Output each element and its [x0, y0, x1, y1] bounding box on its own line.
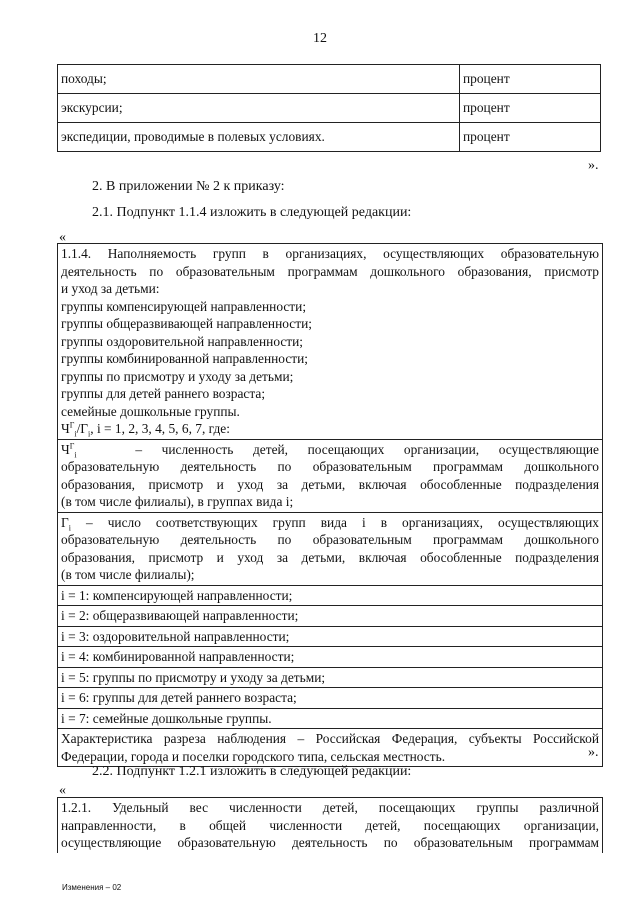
text-line: Характеристика разреза наблюдения – Российская Федерация, субъекты Российской [61, 731, 599, 746]
text-line: образовательную деятельность по образовательным программам дошкольного [61, 532, 599, 547]
table-row [58, 585, 603, 606]
text-line: и уход за детьми: [61, 281, 160, 296]
section-heading: 2. В приложении № 2 к приказу: [92, 179, 285, 194]
i-row: i = 4: комбинированной направленности; [58, 647, 603, 668]
table-row [58, 65, 601, 94]
table-row [58, 512, 603, 585]
formula-line: $Ч^Г_i/Г_i$, i = 1, 2, 3, 4, 5, 6, 7, где: [61, 420, 230, 439]
table-row [58, 123, 601, 152]
page-number: 12 [313, 31, 327, 46]
i-row: i = 5: группы по присмотру и уходу за детьми; [58, 667, 603, 688]
text-line: $Ч^Г_i$ – численность детей, посещающих организации, осуществляющие [61, 441, 599, 460]
text-line: деятельность по образовательным программам дошкольного образования, присмотр [61, 263, 599, 279]
closing-quote: ». [588, 745, 599, 760]
definition-text: – число соответствующих групп вида i в организациях, осуществляющих [86, 514, 599, 530]
table-cell-unit: процент [460, 123, 601, 152]
text-line: 1.2.1. Удельный вес численности детей, посещающих группы различной [61, 800, 599, 815]
text-line: (в том числе филиалы), в группах вида i; [61, 494, 294, 509]
text-line: группы оздоровительной направленности; [61, 333, 304, 349]
table-cell-label: экспедиции, проводимые в полевых условиях. [58, 123, 460, 152]
text-line: образования, присмотр и уход за детьми, включая обособленные подразделения [61, 549, 599, 565]
closing-quote: ». [588, 158, 599, 173]
text-line: 1.1.4. Наполняемость групп в организациях, осуществляющих образовательную [61, 246, 599, 261]
i-row: i = 1: компенсирующей направленности; [58, 585, 603, 606]
opening-quote: « [59, 783, 66, 798]
text-line: (в том числе филиалы); [61, 567, 195, 582]
table-row [58, 626, 603, 647]
table-cell-definition [58, 439, 603, 512]
i-row: i = 7: семейные дошкольные группы. [58, 708, 603, 729]
text-line: группы по присмотру и уходу за детьми; [61, 368, 294, 384]
text-line: Федерации, города и поселки городского типа, сельская местность. [61, 748, 446, 764]
i-row: i = 6: группы для детей раннего возраста; [58, 688, 603, 709]
table-cell-characteristic [58, 729, 603, 767]
opening-quote: « [59, 230, 66, 245]
indicator-unit-table [57, 64, 601, 152]
table-cell-label: походы; [58, 65, 460, 94]
table-row [58, 606, 603, 627]
table-row [58, 647, 603, 668]
table-cell-definition [58, 512, 603, 585]
formula-text: , i = 1, 2, 3, 4, 5, 6, 7, где: [90, 421, 230, 436]
text-line: группы общеразвивающей направленности; [61, 316, 312, 331]
definition-text: – численность детей, посещающих организации, осуществляющие [135, 441, 599, 457]
table-row [58, 244, 603, 440]
text-line: группы комбинированной направленности; [61, 351, 309, 366]
subsection-2-2: 2.2. Подпункт 1.2.1 изложить в следующей редакции: [92, 764, 412, 779]
table-row [58, 94, 601, 123]
table-cell-text [58, 798, 603, 853]
i-row: i = 3: оздоровительной направленности; [58, 626, 603, 647]
text-line: $Г_i$ – число соответствующих групп вида i в организациях, осуществляющих [61, 514, 599, 533]
subpoint-1-2-1-table [57, 797, 603, 853]
text-line: группы компенсирующей направленности; [61, 298, 307, 314]
text-line: осуществляющие образовательную деятельность по образовательным программам [61, 835, 599, 850]
text-line: семейные дошкольные группы. [61, 403, 240, 419]
table-cell-unit: процент [460, 65, 601, 94]
subsection-2-1: 2.1. Подпункт 1.1.4 изложить в следующей редакции: [92, 205, 412, 220]
table-cell-label: экскурсии; [58, 94, 460, 123]
table-row [58, 439, 603, 512]
table-cell-text [58, 244, 603, 440]
text-line: направленности, в общей численности детей, посещающих организации, [61, 817, 599, 833]
table-row [58, 667, 603, 688]
table-row [58, 729, 603, 767]
subpoint-1-1-4-table [57, 243, 603, 767]
table-row [58, 798, 603, 853]
table-row [58, 688, 603, 709]
text-line: группы для детей раннего возраста; [61, 386, 266, 401]
table-row [58, 708, 603, 729]
i-row: i = 2: общеразвивающей направленности; [58, 606, 603, 627]
footer-note: Изменения – 02 [62, 883, 122, 892]
text-line: образовательную деятельность по образовательным программам дошкольного [61, 459, 599, 474]
text-line: образования, присмотр и уход за детьми, включая обособленные подразделения [61, 476, 599, 492]
table-cell-unit: процент [460, 94, 601, 123]
